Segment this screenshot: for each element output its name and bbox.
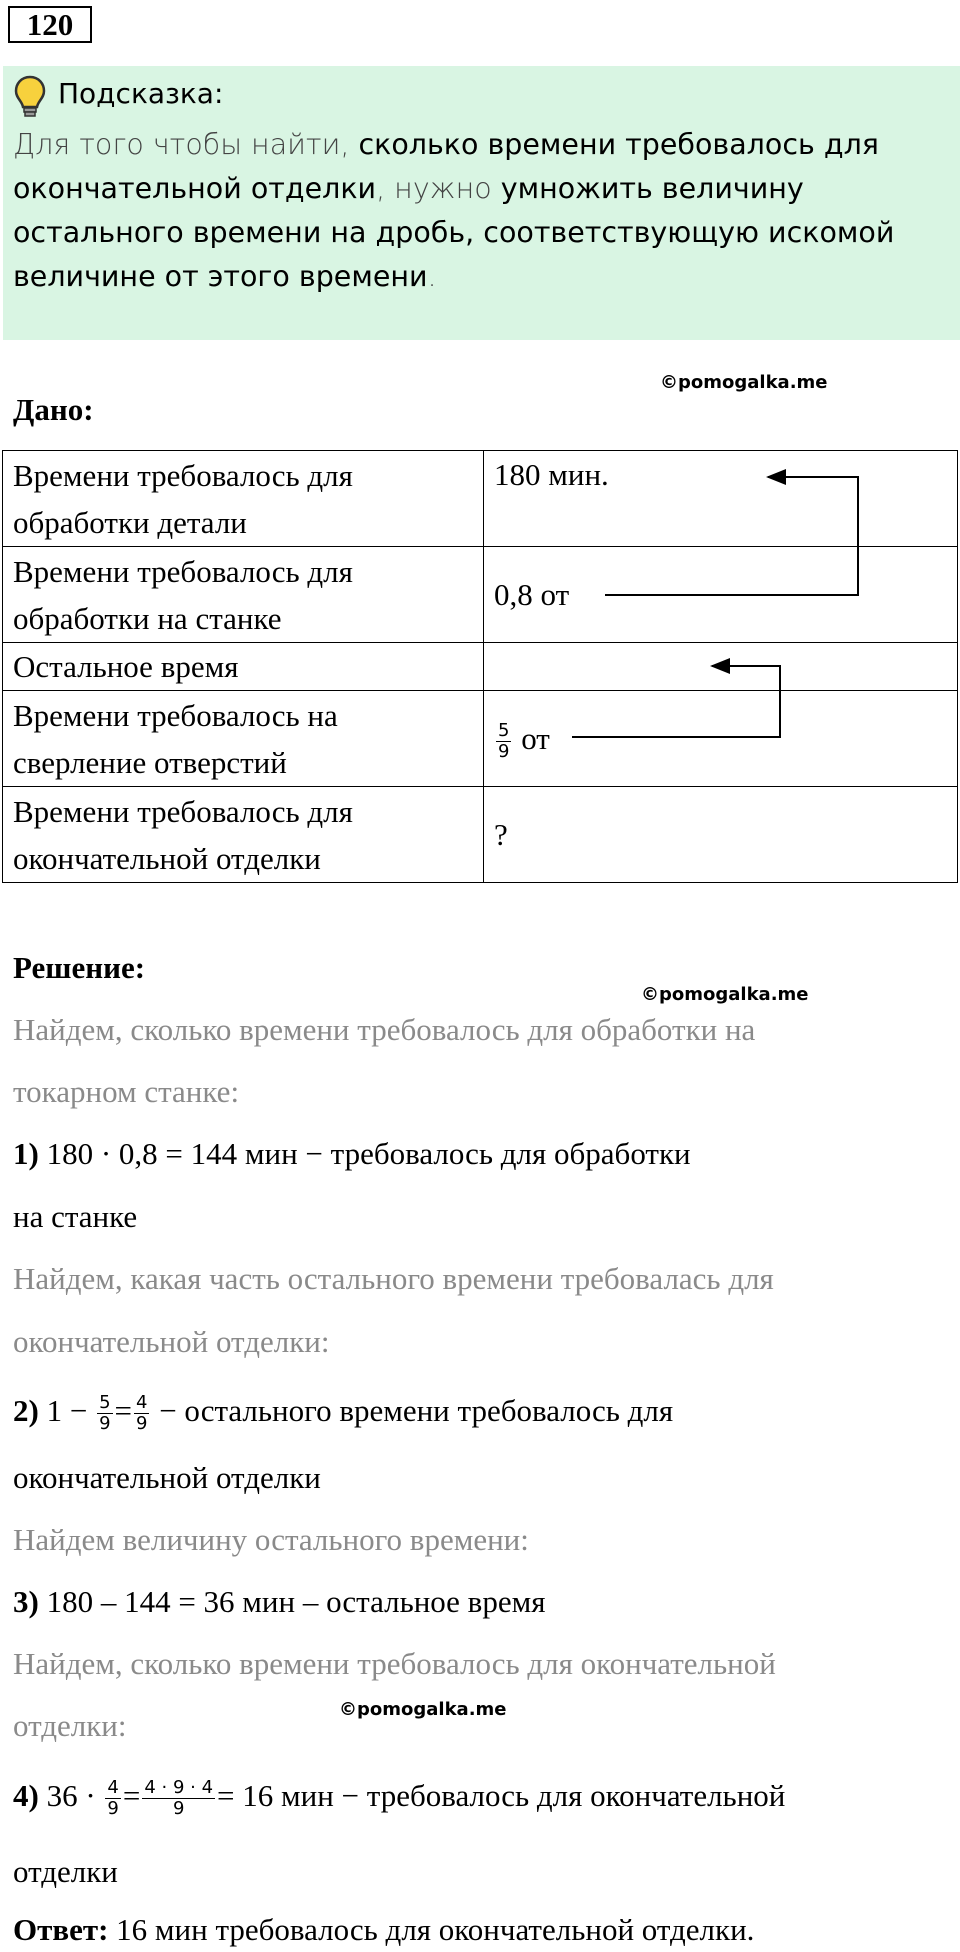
fraction: $\frac{4}{9}$ (107, 1777, 119, 1820)
table-cell-label: Времени требовалось на сверление отверстий (3, 691, 484, 787)
watermark: ©pomogalka.me (641, 984, 809, 1005)
table-cell-value: $\frac{5}{9}$ от (484, 691, 958, 787)
table-row (3, 787, 958, 883)
hint-text (13, 123, 948, 299)
comment-line: токарном станке: (13, 1074, 240, 1109)
comment-line: Найдем величину остального времени: (13, 1522, 529, 1557)
watermark: ©pomogalka.me (660, 372, 828, 393)
table-cell-value: 180 мин. (484, 451, 958, 547)
comment-line: Найдем, сколько времени требовалось для обработки на (13, 1012, 756, 1047)
comment-line: окончательной отделки: (13, 1324, 330, 1359)
given-heading: Дано: (13, 392, 94, 427)
table-cell-value: ? (484, 787, 958, 883)
table-row (3, 691, 958, 787)
table-row (3, 643, 958, 691)
answer: Ответ: 16 мин требовалось для окончательной отделки. (13, 1912, 755, 1947)
hint-text-part: умножить величину остального времени на дробь, соответствующую искомой величине от этого времени (13, 172, 895, 293)
step-2-cont: окончательной отделки (13, 1460, 321, 1495)
step-1: 1) 180 · 0,8 = 144 мин − требовалось для обработки (13, 1136, 691, 1171)
table-row (3, 451, 958, 547)
fraction: $\frac{4 \cdot 9 \cdot 4}{9}$ (144, 1777, 214, 1820)
fraction: $\frac{5}{9}$ (99, 1392, 111, 1435)
hint-text-part: , нужно (376, 172, 501, 205)
lightbulb-icon (12, 74, 48, 120)
table-row (3, 547, 958, 643)
watermark: ©pomogalka.me (339, 1699, 507, 1720)
table-cell-label: Времени требовалось для окончательной отделки (3, 787, 484, 883)
hint-text-part: сколько времени требовалось для окончательной отделки (13, 128, 879, 205)
table-cell-value (484, 643, 958, 691)
step-4-cont: отделки (13, 1854, 118, 1889)
hint-text-part: Для того чтобы найти, (13, 128, 359, 161)
step-3: 3) 180 – 144 = 36 мин – остальное время (13, 1584, 546, 1619)
table-cell-label: Остальное время (3, 643, 484, 691)
step-2: 2) 1 − $\frac{5}{9}$ = $\frac{4}{9}$ − остального времени требовалось для (13, 1392, 674, 1435)
task-number: 120 (8, 6, 92, 43)
table-cell-label: Времени требовалось для обработки детали (3, 451, 484, 547)
fraction: $\frac{5}{9}$ (498, 720, 510, 763)
table-cell-value: 0,8 от (484, 547, 958, 643)
given-table (2, 450, 958, 883)
comment-line: отделки: (13, 1708, 127, 1743)
hint-text-part: . (427, 260, 437, 293)
hint-title: Подсказка: (58, 77, 224, 110)
comment-line: Найдем, сколько времени требовалось для окончательной (13, 1646, 776, 1681)
step-1-cont: на станке (13, 1199, 138, 1234)
fraction: $\frac{4}{9}$ (136, 1392, 148, 1435)
solution-heading: Решение: (13, 950, 146, 985)
step-4: 4) 36 · $\frac{4}{9}$ = $\frac{4 \cdot 9 \cdot 4}{9}$ = 16 мин − требовалось для окончательной (13, 1777, 786, 1820)
table-cell-label: Времени требовалось для обработки на станке (3, 547, 484, 643)
comment-line: Найдем, какая часть остального времени требовалась для (13, 1261, 774, 1296)
